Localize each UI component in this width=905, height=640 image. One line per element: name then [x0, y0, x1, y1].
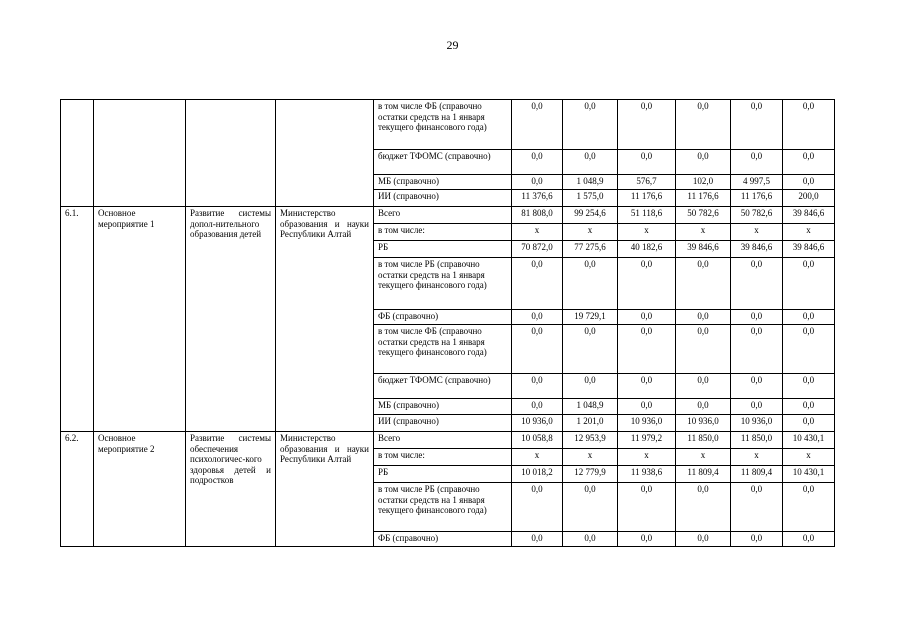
value-cell: 0,0 — [512, 258, 563, 310]
value-cell: 0,0 — [783, 374, 835, 399]
value-cell: 12 779,9 — [563, 466, 618, 483]
value-cell: 10 936,0 — [731, 415, 783, 432]
value-cell: 0,0 — [783, 150, 835, 175]
funding-source: ИИ (справочно) — [374, 415, 512, 432]
value-cell: 576,7 — [618, 175, 676, 190]
value-cell: 11 809,4 — [731, 466, 783, 483]
value-cell: x — [563, 449, 618, 466]
funding-source: в том числе ФБ (справочно остатки средств на 1 января текущего финансового года) — [374, 325, 512, 374]
value-cell: 0,0 — [731, 100, 783, 150]
value-cell: 11 176,6 — [618, 190, 676, 207]
value-cell: x — [676, 449, 731, 466]
value-cell: 0,0 — [676, 325, 731, 374]
value-cell: 102,0 — [676, 175, 731, 190]
value-cell: 0,0 — [618, 483, 676, 532]
value-cell: x — [676, 224, 731, 241]
value-cell: 0,0 — [731, 150, 783, 175]
value-cell: 0,0 — [512, 483, 563, 532]
measure-6-2-block — [61, 432, 835, 547]
value-cell: 0,0 — [783, 399, 835, 415]
value-cell: 0,0 — [512, 150, 563, 175]
measure-number: 6.1. — [61, 207, 94, 432]
funding-source: Всего — [374, 432, 512, 449]
funding-source: в том числе ФБ (справочно остатки средств на 1 января текущего финансового года) — [374, 100, 512, 150]
table-row — [61, 207, 835, 224]
table-row — [61, 100, 835, 150]
value-cell: 11 176,6 — [731, 190, 783, 207]
funding-source: бюджет ТФОМС (справочно) — [374, 150, 512, 175]
value-cell: 0,0 — [512, 374, 563, 399]
value-cell: 0,0 — [512, 399, 563, 415]
value-cell: 0,0 — [618, 532, 676, 547]
value-cell: 0,0 — [783, 100, 835, 150]
goal-cell — [186, 100, 276, 207]
funding-source: ФБ (справочно) — [374, 310, 512, 325]
value-cell: x — [731, 224, 783, 241]
value-cell: 11 979,2 — [618, 432, 676, 449]
value-cell: 0,0 — [731, 483, 783, 532]
value-cell: 19 729,1 — [563, 310, 618, 325]
value-cell: 1 048,9 — [563, 175, 618, 190]
measure-name: Основное мероприятие 1 — [94, 207, 186, 432]
value-cell: 50 782,6 — [731, 207, 783, 224]
value-cell: 10 018,2 — [512, 466, 563, 483]
value-cell: 0,0 — [512, 310, 563, 325]
value-cell: 0,0 — [676, 310, 731, 325]
funding-source: в том числе РБ (справочно остатки средств на 1 января текущего финансового года) — [374, 258, 512, 310]
value-cell: 0,0 — [676, 150, 731, 175]
value-cell: 0,0 — [618, 399, 676, 415]
value-cell: 10 936,0 — [618, 415, 676, 432]
value-cell: 0,0 — [512, 532, 563, 547]
value-cell: 0,0 — [676, 100, 731, 150]
value-cell: x — [512, 224, 563, 241]
value-cell: 70 872,0 — [512, 241, 563, 258]
value-cell: 50 782,6 — [676, 207, 731, 224]
value-cell: 10 058,8 — [512, 432, 563, 449]
value-cell: 11 850,0 — [676, 432, 731, 449]
value-cell: 11 809,4 — [676, 466, 731, 483]
value-cell: 0,0 — [618, 100, 676, 150]
value-cell: x — [783, 224, 835, 241]
value-cell: 0,0 — [563, 150, 618, 175]
value-cell: x — [618, 224, 676, 241]
value-cell: 0,0 — [563, 325, 618, 374]
funding-source: Всего — [374, 207, 512, 224]
top-block — [61, 100, 835, 207]
value-cell: 0,0 — [783, 258, 835, 310]
value-cell: 0,0 — [676, 532, 731, 547]
value-cell: 0,0 — [512, 325, 563, 374]
value-cell: 0,0 — [563, 532, 618, 547]
value-cell: 0,0 — [783, 325, 835, 374]
value-cell: 0,0 — [731, 325, 783, 374]
value-cell: 0,0 — [676, 399, 731, 415]
value-cell: 0,0 — [783, 175, 835, 190]
funding-source: ФБ (справочно) — [374, 532, 512, 547]
measure-6-1-block — [61, 207, 835, 432]
value-cell: x — [563, 224, 618, 241]
measure-goal: Развитие системы допол-нительного образования детей — [186, 207, 276, 432]
funding-source: МБ (справочно) — [374, 175, 512, 190]
value-cell: 0,0 — [618, 374, 676, 399]
value-cell: 0,0 — [512, 175, 563, 190]
value-cell: 11 176,6 — [676, 190, 731, 207]
funding-source: в том числе РБ (справочно остатки средств на 1 января текущего финансового года) — [374, 483, 512, 532]
measure-goal: Развитие системы обеспечения психологичес-кого здоровья детей и подростков — [186, 432, 276, 547]
funding-source: МБ (справочно) — [374, 399, 512, 415]
value-cell: 51 118,6 — [618, 207, 676, 224]
value-cell: x — [783, 449, 835, 466]
value-cell: 0,0 — [618, 325, 676, 374]
value-cell: x — [618, 449, 676, 466]
value-cell: 0,0 — [731, 532, 783, 547]
value-cell: 0,0 — [563, 374, 618, 399]
value-cell: 0,0 — [783, 483, 835, 532]
funding-source: бюджет ТФОМС (справочно) — [374, 374, 512, 399]
value-cell: 0,0 — [563, 258, 618, 310]
value-cell: 200,0 — [783, 190, 835, 207]
value-cell: 11 376,6 — [512, 190, 563, 207]
value-cell: 99 254,6 — [563, 207, 618, 224]
value-cell: 81 808,0 — [512, 207, 563, 224]
value-cell: x — [731, 449, 783, 466]
value-cell: 0,0 — [676, 374, 731, 399]
value-cell: 0,0 — [563, 100, 618, 150]
funding-source: РБ — [374, 466, 512, 483]
value-cell: 0,0 — [676, 258, 731, 310]
value-cell: 39 846,6 — [731, 241, 783, 258]
value-cell: 0,0 — [783, 532, 835, 547]
measure-executor: Министерство образования и науки Республики Алтай — [276, 207, 374, 432]
value-cell: 10 936,0 — [676, 415, 731, 432]
value-cell: 0,0 — [731, 374, 783, 399]
number-cell — [61, 100, 94, 207]
value-cell: 0,0 — [731, 310, 783, 325]
page-number: 29 — [446, 38, 459, 52]
value-cell: 1 575,0 — [563, 190, 618, 207]
value-cell: 39 846,6 — [783, 207, 835, 224]
value-cell: 0,0 — [618, 258, 676, 310]
value-cell: 0,0 — [563, 483, 618, 532]
value-cell: 10 430,1 — [783, 432, 835, 449]
value-cell: 39 846,6 — [676, 241, 731, 258]
value-cell: 0,0 — [783, 415, 835, 432]
value-cell: 0,0 — [618, 310, 676, 325]
table-row — [61, 432, 835, 449]
value-cell: 10 430,1 — [783, 466, 835, 483]
value-cell: 40 182,6 — [618, 241, 676, 258]
value-cell: 4 997,5 — [731, 175, 783, 190]
value-cell: 0,0 — [731, 258, 783, 310]
value-cell: 11 850,0 — [731, 432, 783, 449]
executor-cell — [276, 100, 374, 207]
funding-source: в том числе: — [374, 224, 512, 241]
budget-table — [60, 99, 835, 547]
value-cell: 0,0 — [618, 150, 676, 175]
value-cell: 1 201,0 — [563, 415, 618, 432]
name-cell — [94, 100, 186, 207]
value-cell: 77 275,6 — [563, 241, 618, 258]
value-cell: 0,0 — [731, 399, 783, 415]
value-cell: 1 048,9 — [563, 399, 618, 415]
measure-executor: Министерство образования и науки Республики Алтай — [276, 432, 374, 547]
value-cell: 11 938,6 — [618, 466, 676, 483]
value-cell: 0,0 — [676, 483, 731, 532]
funding-source: ИИ (справочно) — [374, 190, 512, 207]
measure-name: Основное мероприятие 2 — [94, 432, 186, 547]
value-cell: 39 846,6 — [783, 241, 835, 258]
value-cell: 10 936,0 — [512, 415, 563, 432]
measure-number: 6.2. — [61, 432, 94, 547]
funding-source: РБ — [374, 241, 512, 258]
funding-source: в том числе: — [374, 449, 512, 466]
value-cell: 0,0 — [783, 310, 835, 325]
value-cell: 0,0 — [512, 100, 563, 150]
value-cell: x — [512, 449, 563, 466]
value-cell: 12 953,9 — [563, 432, 618, 449]
